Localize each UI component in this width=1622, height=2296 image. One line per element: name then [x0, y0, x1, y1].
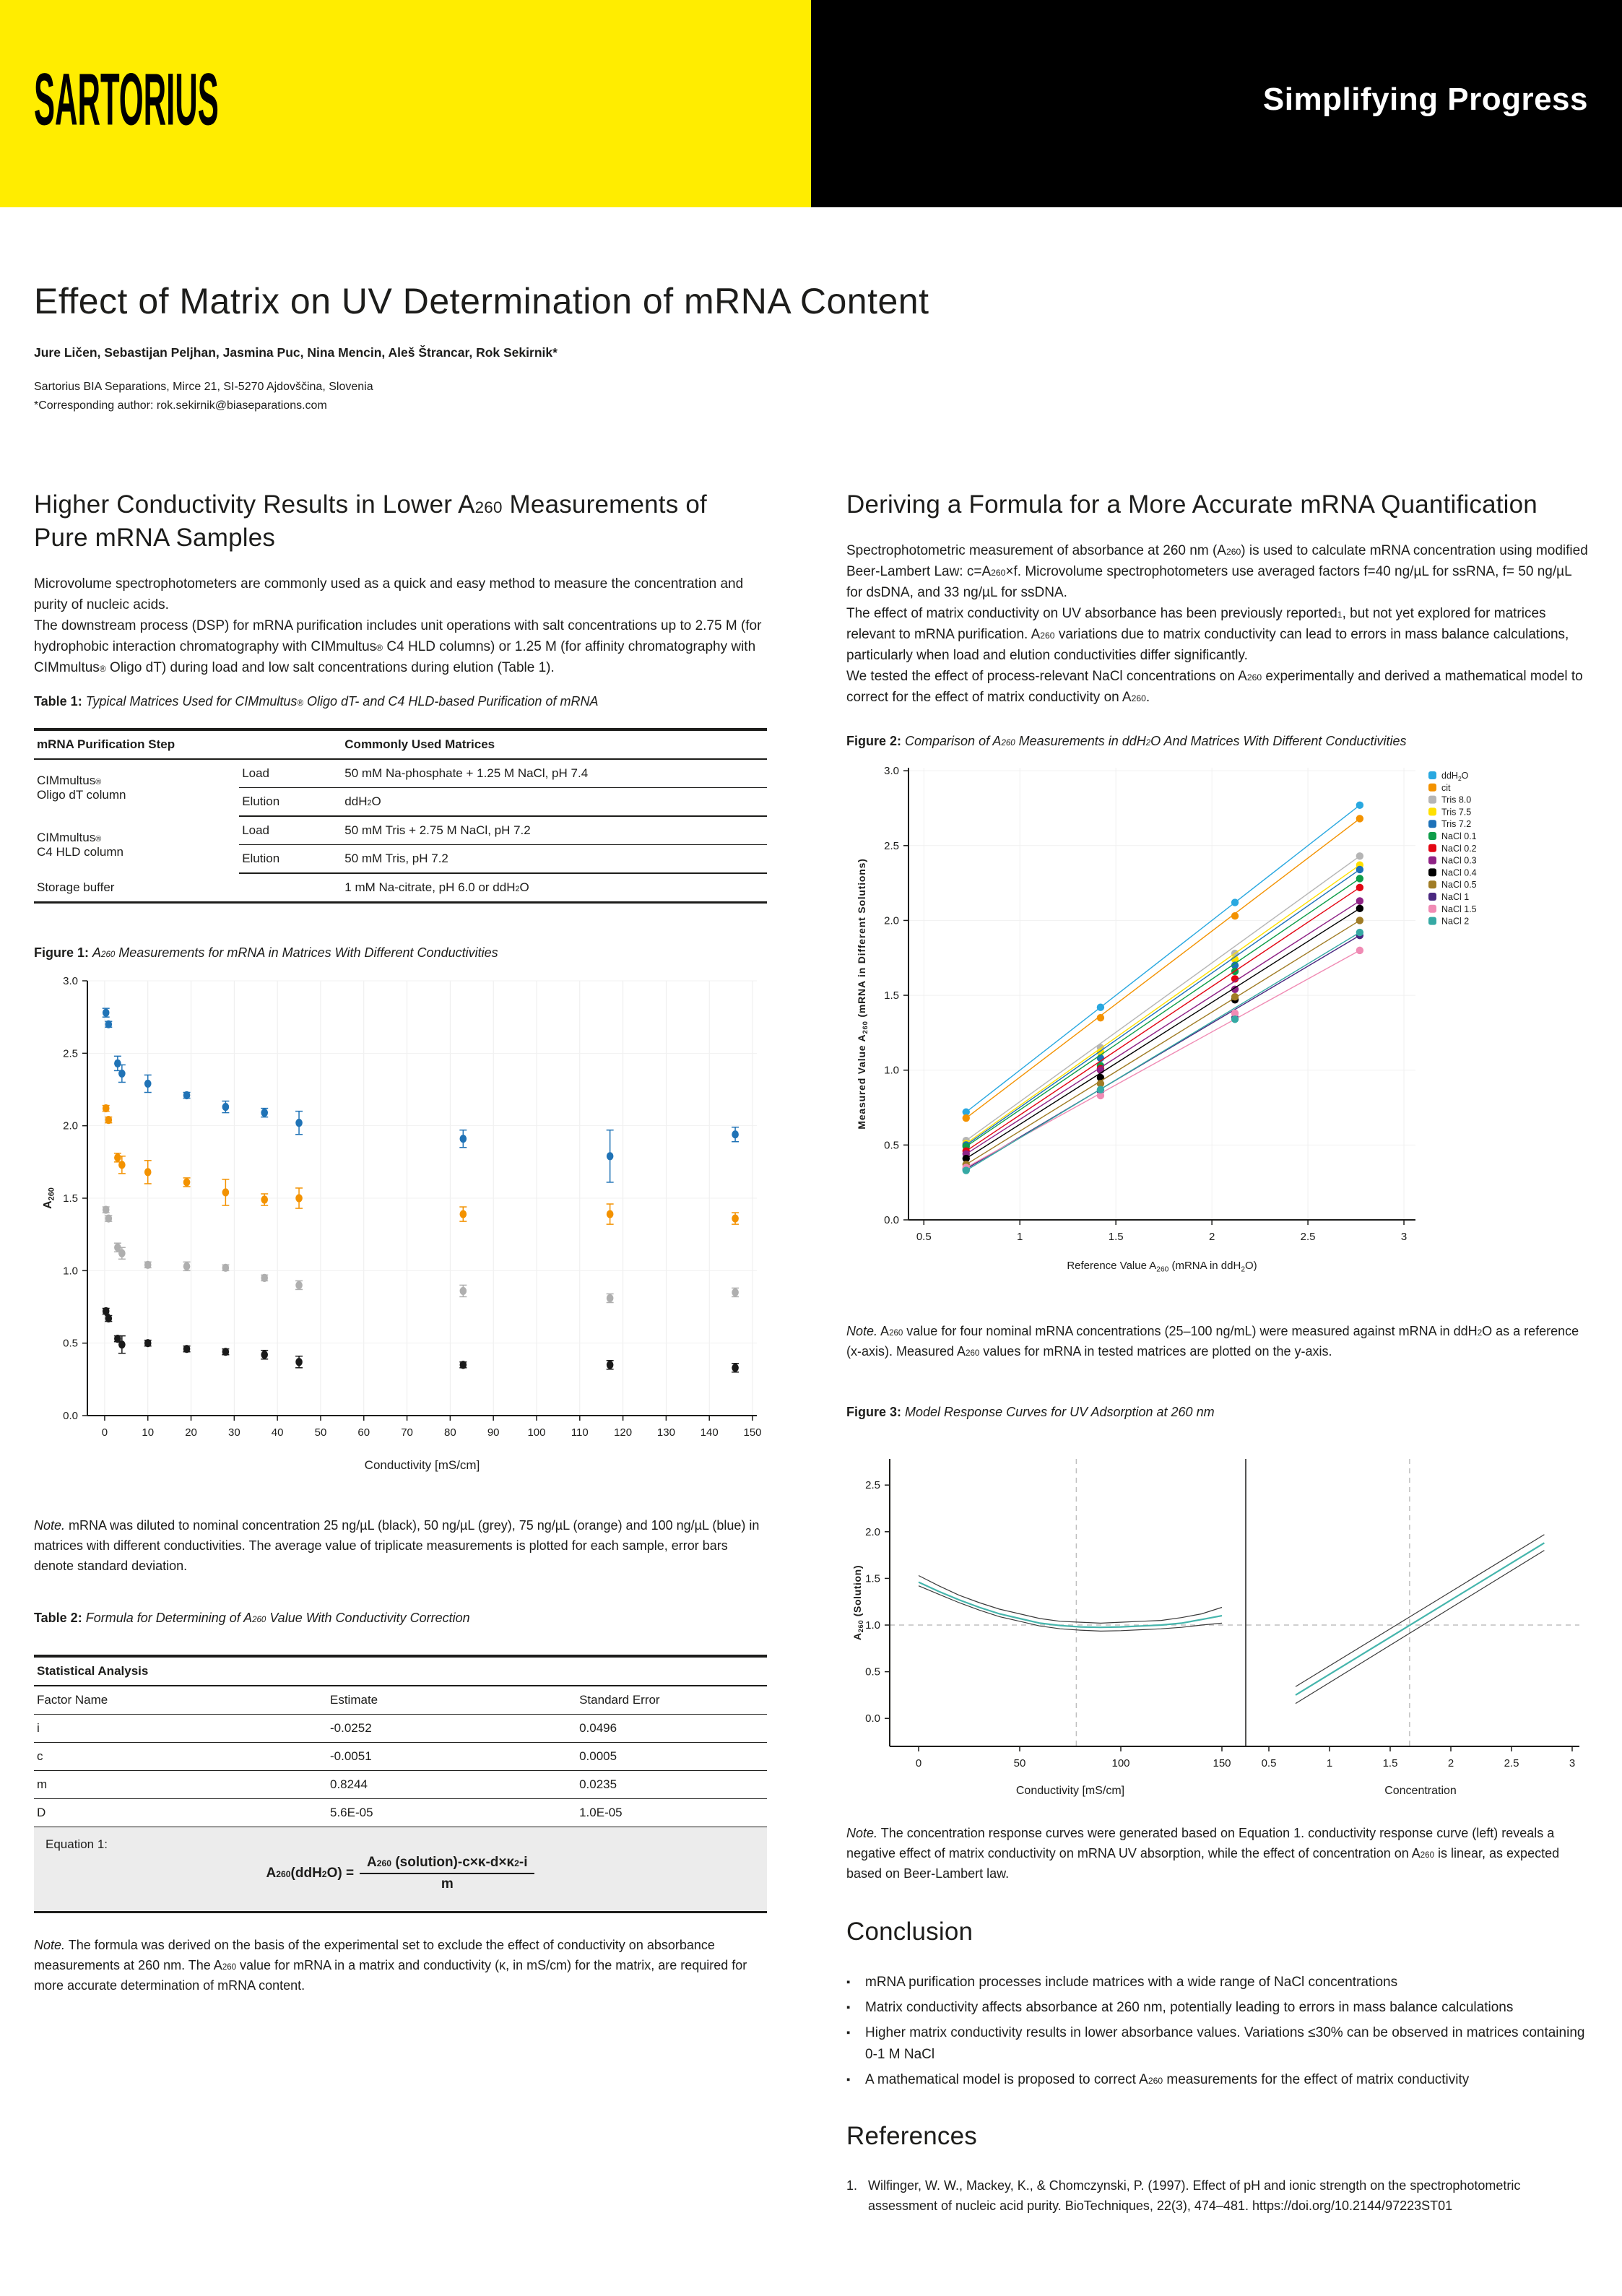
- table2-cell-factor: i: [34, 1715, 327, 1743]
- figure1-note: [34, 1515, 767, 1576]
- table2-caption-text: Formula for Determining of $A_{260}$ Value With Conductivity Correction: [85, 1611, 470, 1626]
- svg-text:1: 1: [1326, 1757, 1333, 1770]
- svg-text:NaCl 2: NaCl 2: [1441, 916, 1470, 927]
- svg-text:2.5: 2.5: [63, 1047, 78, 1060]
- equation-row: [34, 1827, 767, 1912]
- svg-text:1.5: 1.5: [1108, 1231, 1124, 1244]
- svg-text:1.0: 1.0: [884, 1064, 899, 1077]
- table2-cell-stderr: 0.0496: [576, 1715, 767, 1743]
- affiliation-line: Sartorius BIA Separations, Mirce 21, SI-5270 Ajdovščina, Slovenia: [34, 381, 373, 393]
- bullet-icon: ▪: [846, 1976, 851, 1989]
- right-column: [846, 488, 1590, 2216]
- table1-cell-step: Storage buffer: [37, 880, 115, 894]
- list-item: [846, 1972, 1590, 1993]
- svg-text:0.0: 0.0: [865, 1712, 880, 1725]
- bullet-icon: ▪: [846, 2001, 851, 2014]
- svg-text:1.5: 1.5: [1382, 1757, 1398, 1770]
- reference-text: Wilfinger, W. W., Mackey, K., & Chomczynski, P. (1997). Effect of pH and ionic strength on the spectrophotometric assessment of nucleic acid purity. BioTechniques, 22(3), 474–481. https://doi.org/10.2144/97223ST01: [868, 2178, 1521, 2213]
- table1-caption-text: Typical Matrices Used for CIMmultus® Oligo dT- and C4 HLD-based Purification of mRNA: [85, 694, 599, 709]
- table1-cell-phase: Load: [239, 759, 342, 788]
- list-item: [846, 1997, 1590, 2019]
- svg-text:50: 50: [1013, 1757, 1026, 1770]
- page-title: Effect of Matrix on UV Determination of mRNA Content: [34, 281, 929, 321]
- svg-text:Measured Value A260 (mRNA in D: Measured Value $A_{260}$ (mRNA in Different Solutions): [856, 858, 870, 1130]
- svg-text:2: 2: [1447, 1757, 1454, 1770]
- svg-text:cit: cit: [1441, 782, 1451, 793]
- table1-caption-label: Table 1:: [34, 694, 82, 709]
- table-cell-text: CIMmultus®: [37, 830, 102, 844]
- table-cell-text: Oligo dT column: [37, 788, 126, 802]
- figure3-caption-text: Model Response Curves for UV Adsorption at 260 nm: [905, 1405, 1215, 1420]
- svg-text:0.5: 0.5: [1261, 1757, 1277, 1770]
- svg-text:0: 0: [101, 1426, 108, 1439]
- paragraph: The downstream process (DSP) for mRNA purification includes unit operations with salt concentrations up to 2.75 M (for hydrophobic interaction chromatography with CIMmultus® C4 HLD columns) or 1.25 M (for affinity chromatography with CIMmultus® Oligo dT) during load and low salt concentrations during elution (Table 1).: [34, 618, 762, 676]
- svg-text:2.5: 2.5: [1504, 1757, 1519, 1770]
- svg-text:1: 1: [1017, 1231, 1023, 1244]
- svg-text:2.0: 2.0: [884, 914, 899, 927]
- table1-cell-matrix: 50 mM Tris, pH 7.2: [342, 845, 767, 874]
- svg-text:10: 10: [142, 1426, 155, 1439]
- table1-header-step: mRNA Purification Step: [34, 729, 239, 759]
- table1-cell-matrix: 1 mM Na-citrate, pH 6.0 or ddH$_2$O: [344, 880, 529, 895]
- svg-text:Tris 8.0: Tris 8.0: [1441, 794, 1472, 805]
- header-tagline: Simplifying Progress: [1262, 82, 1588, 117]
- list-item: [846, 2022, 1590, 2066]
- svg-text:30: 30: [227, 1426, 240, 1439]
- svg-text:Conductivity [mS/cm]: Conductivity [mS/cm]: [364, 1458, 480, 1473]
- table1-cell-matrix: 50 mM Na-phosphate + 1.25 M NaCl, pH 7.4: [342, 759, 767, 788]
- svg-text:Tris 7.2: Tris 7.2: [1441, 819, 1472, 830]
- svg-text:3.0: 3.0: [63, 975, 78, 988]
- svg-text:2: 2: [1208, 1231, 1215, 1244]
- table1-cell-phase: Elution: [239, 788, 342, 817]
- table2-cell-factor: m: [34, 1771, 327, 1799]
- equation-numerator: $A_{260}$ $(solution)-c\times\kappa-d\times\kappa^2-i$: [360, 1855, 534, 1874]
- svg-text:NaCl 0.1: NaCl 0.1: [1441, 831, 1477, 842]
- svg-text:120: 120: [614, 1426, 633, 1439]
- equation-formula: [45, 1855, 755, 1892]
- svg-text:80: 80: [444, 1426, 456, 1439]
- svg-text:2.5: 2.5: [865, 1479, 880, 1492]
- figure3-note: [846, 1823, 1590, 1884]
- svg-text:0.5: 0.5: [63, 1338, 78, 1351]
- note-text: The concentration response curves were generated based on Equation 1. conductivity response curve (left) reveals a negative effect of matrix conductivity on mRNA UV absorption, while the effect of concentration on $A_{260}$ is linear, as expected based on Beer-Lambert law.: [846, 1826, 1560, 1881]
- title-block: [34, 280, 1588, 415]
- svg-text:1.0: 1.0: [63, 1265, 78, 1278]
- svg-text:150: 150: [743, 1426, 762, 1439]
- svg-text:2.0: 2.0: [865, 1525, 880, 1538]
- figure2-caption: [846, 734, 1590, 749]
- table2-cell-estimate: 0.8244: [327, 1771, 576, 1799]
- figure2-chart: [846, 756, 1590, 1285]
- table1-cell-step: [34, 816, 239, 873]
- svg-text:0: 0: [915, 1757, 922, 1770]
- table2-section-header: Statistical Analysis: [34, 1656, 767, 1686]
- svg-text:0.0: 0.0: [884, 1214, 899, 1227]
- table2-note: [34, 1935, 767, 1996]
- paragraph: Spectrophotometric measurement of absorbance at 260 nm $(A_{260})$ is used to calculate mRNA concentration using modified Beer-Lambert Law: $c=A_{260}\times f$. Microvolume spectrophotometers use averaged factors f=40 ng/µL for ssRNA, f= 50 ng/µL for dsDNA, and 33 ng/µL for ssDNA.: [846, 543, 1588, 601]
- note-label: Note.: [846, 1324, 878, 1339]
- paragraph: The effect of matrix conductivity on UV absorbance has been previously reported$^1$, but not yet explored for matrices relevant to mRNA purification. $A_{260}$ variations due to matrix conductivity can lead to errors in mass balance calculations, particularly when load and elution conductivities differ significantly.: [846, 606, 1569, 664]
- references-heading: References: [846, 2122, 977, 2151]
- table2-cell-stderr: 0.0005: [576, 1743, 767, 1771]
- header-banner: [0, 0, 1622, 207]
- sartorius-logo: SARTORIUS: [34, 57, 219, 141]
- table2-cell-stderr: 0.0235: [576, 1771, 767, 1799]
- svg-text:Reference Value A260 (mRNA in: Reference Value $A_{260}$ (mRNA in ddH$_2$O): [1067, 1260, 1257, 1274]
- note-text: $A_{260}$ value for four nominal mRNA concentrations (25–100 ng/mL) were measured against mRNA in ddH$_2$O as a reference (x-axis). Measured $A_{260}$ values for mRNA in tested matrices are plotted on the y-axis.: [846, 1324, 1579, 1359]
- figure2-caption-text: Comparison of $A_{260}$ Measurements in ddH$_2$O And Matrices With Different Conductivities: [905, 734, 1407, 749]
- svg-text:70: 70: [401, 1426, 413, 1439]
- table2-cell-factor: D: [34, 1799, 327, 1827]
- svg-text:A260 (Solution): $A_{260}$ (Solution): [851, 1565, 866, 1641]
- bullet-icon: ▪: [846, 2074, 851, 2087]
- svg-text:3: 3: [1400, 1231, 1408, 1244]
- bullet-text: Matrix conductivity affects absorbance at 260 nm, potentially leading to errors in mass balance calculations: [865, 2000, 1514, 2016]
- svg-text:20: 20: [185, 1426, 197, 1439]
- paragraph: We tested the effect of process-relevant NaCl concentrations on $A_{260}$ experimentally and derived a mathematical model to correct for the effect of matrix conductivity on $A_{260}$.: [846, 669, 1583, 706]
- table2: [34, 1655, 767, 1913]
- svg-text:NaCl 1: NaCl 1: [1441, 892, 1470, 903]
- svg-text:40: 40: [271, 1426, 284, 1439]
- svg-text:100: 100: [1111, 1757, 1130, 1770]
- svg-text:0.5: 0.5: [865, 1665, 880, 1678]
- svg-text:A260: $A_{260}$: [42, 1187, 56, 1210]
- table1-cell-step: [34, 759, 239, 816]
- svg-text:140: 140: [700, 1426, 719, 1439]
- svg-text:NaCl 0.5: NaCl 0.5: [1441, 880, 1477, 891]
- svg-text:NaCl 0.2: NaCl 0.2: [1441, 843, 1477, 854]
- svg-text:90: 90: [487, 1426, 500, 1439]
- reference-number: 1.: [846, 2178, 858, 2193]
- note-text: mRNA was diluted to nominal concentration 25 ng/µL (black), 50 ng/µL (grey), 75 ng/µL (orange) and 100 ng/µL (blue) in matrices with different conductivities. The average value of triplicate measurements is plotted for each sample, error bars denote standard deviation.: [34, 1518, 760, 1574]
- table1-header-matrices: Commonly Used Matrices: [342, 729, 767, 759]
- svg-text:3.0: 3.0: [884, 765, 899, 778]
- svg-text:NaCl 1.5: NaCl 1.5: [1441, 904, 1477, 914]
- svg-text:0.5: 0.5: [916, 1231, 932, 1244]
- equation-label: Equation 1:: [45, 1837, 108, 1852]
- svg-text:NaCl 0.3: NaCl 0.3: [1441, 855, 1477, 866]
- equation-denominator: m: [441, 1876, 454, 1892]
- list-item: [846, 2069, 1590, 2091]
- figure1-caption-text: $A_{260}$ Measurements for mRNA in Matrices With Different Conductivities: [92, 945, 498, 961]
- figure3-caption: [846, 1405, 1590, 1420]
- svg-text:60: 60: [357, 1426, 370, 1439]
- equation-fraction: [360, 1855, 534, 1892]
- table2-cell-estimate: 5.6E-05: [327, 1799, 576, 1827]
- table1-cell-matrix: 50 mM Tris + 2.75 M NaCl, pH 7.2: [342, 816, 767, 845]
- svg-text:110: 110: [571, 1426, 589, 1439]
- table2-cell-estimate: -0.0252: [327, 1715, 576, 1743]
- figure2-caption-label: Figure 2:: [846, 734, 902, 749]
- svg-text:130: 130: [656, 1426, 675, 1439]
- reference-item: [846, 2175, 1590, 2216]
- figure1-caption-label: Figure 1:: [34, 945, 90, 961]
- svg-text:0.5: 0.5: [884, 1139, 899, 1152]
- table-cell-text: CIMmultus®: [37, 774, 102, 788]
- svg-text:2.5: 2.5: [884, 839, 899, 852]
- figure3-chart: [846, 1449, 1590, 1804]
- paragraph: Microvolume spectrophotometers are commonly used as a quick and easy method to measure the concentration and purity of nucleic acids.: [34, 576, 744, 613]
- figure3-caption-label: Figure 3:: [846, 1405, 902, 1420]
- table1-cell-phase: Elution: [239, 845, 342, 874]
- bullet-icon: ▪: [846, 2027, 851, 2040]
- bullet-text: Higher matrix conductivity results in lower absorbance values. Variations ≤30% can be observed in matrices containing 0-1 M NaCl: [865, 2025, 1585, 2063]
- table2-col-header: Factor Name: [34, 1686, 327, 1715]
- note-label: Note.: [34, 1938, 66, 1953]
- svg-text:Conductivity [mS/cm]: Conductivity [mS/cm]: [1015, 1785, 1125, 1798]
- table2-cell-stderr: 1.0E-05: [576, 1799, 767, 1827]
- svg-text:NaCl 0.4: NaCl 0.4: [1441, 867, 1477, 878]
- svg-text:1.5: 1.5: [884, 989, 899, 1002]
- conclusion-heading: Conclusion: [846, 1918, 973, 1946]
- table2-col-header: Estimate: [327, 1686, 576, 1715]
- conclusion-bullets: [846, 1972, 1590, 2091]
- svg-text:3: 3: [1569, 1757, 1576, 1770]
- svg-text:ddH2O: ddH$_2$O: [1441, 771, 1469, 782]
- table2-caption: [34, 1611, 767, 1626]
- note-label: Note.: [34, 1518, 66, 1533]
- bullet-text: A mathematical model is proposed to correct $A_{260}$ measurements for the effect of matrix conductivity: [865, 2072, 1470, 2088]
- note-label: Note.: [846, 1826, 878, 1841]
- table1-cell-phase: Load: [239, 816, 342, 845]
- svg-text:50: 50: [314, 1426, 327, 1439]
- bullet-text: mRNA purification processes include matrices with a wide range of NaCl concentrations: [865, 1975, 1398, 1990]
- svg-text:100: 100: [527, 1426, 546, 1439]
- section-heading-left: Higher Conductivity Results in Lower $A_{260}$ Measurements of Pure mRNA Samples: [34, 490, 707, 553]
- svg-text:Concentration: Concentration: [1384, 1785, 1457, 1798]
- note-text: The formula was derived on the basis of the experimental set to exclude the effect of conductivity on absorbance measurements at 260 nm. The $A_{260}$ value for mRNA in a matrix and conductivity (κ, in mS/cm) for the matrix, are required for more accurate determination of mRNA content.: [34, 1938, 747, 1993]
- left-column: [34, 488, 767, 2009]
- svg-text:0.0: 0.0: [63, 1410, 78, 1423]
- authors-line: Jure Ličen, Sebastijan Peljhan, Jasmina Puc, Nina Mencin, Aleš Štrancar, Rok Sekirnik*: [34, 345, 558, 360]
- table2-cell-factor: c: [34, 1743, 327, 1771]
- svg-text:150: 150: [1213, 1757, 1231, 1770]
- table1: [34, 728, 767, 904]
- figure2-note: [846, 1321, 1590, 1361]
- svg-text:1.5: 1.5: [63, 1192, 78, 1205]
- figure1-caption: [34, 945, 767, 961]
- corresponding-author-line: *Corresponding author: rok.sekirnik@biaseparations.com: [34, 399, 327, 412]
- svg-text:1.5: 1.5: [865, 1572, 880, 1585]
- table1-cell-matrix: ddH$_2$O: [342, 788, 767, 817]
- svg-text:1.0: 1.0: [865, 1619, 880, 1632]
- table2-caption-label: Table 2:: [34, 1611, 82, 1626]
- table2-col-header: Standard Error: [576, 1686, 767, 1715]
- table1-header-spacer: [239, 729, 342, 759]
- table2-cell-estimate: -0.0051: [327, 1743, 576, 1771]
- svg-text:2.0: 2.0: [63, 1120, 78, 1133]
- equation-lhs: $A_{260}(ddH_2O)$ =: [266, 1866, 355, 1881]
- svg-text:Tris 7.5: Tris 7.5: [1441, 807, 1472, 818]
- figure1-chart: [34, 968, 767, 1482]
- table1-cell-phase: [239, 873, 342, 903]
- svg-text:2.5: 2.5: [1300, 1231, 1316, 1244]
- table-cell-text: C4 HLD column: [37, 844, 123, 859]
- affiliation-block: [34, 378, 1588, 415]
- table1-caption: [34, 694, 767, 709]
- section-heading-right: Deriving a Formula for a More Accurate mRNA Quantification: [846, 490, 1538, 519]
